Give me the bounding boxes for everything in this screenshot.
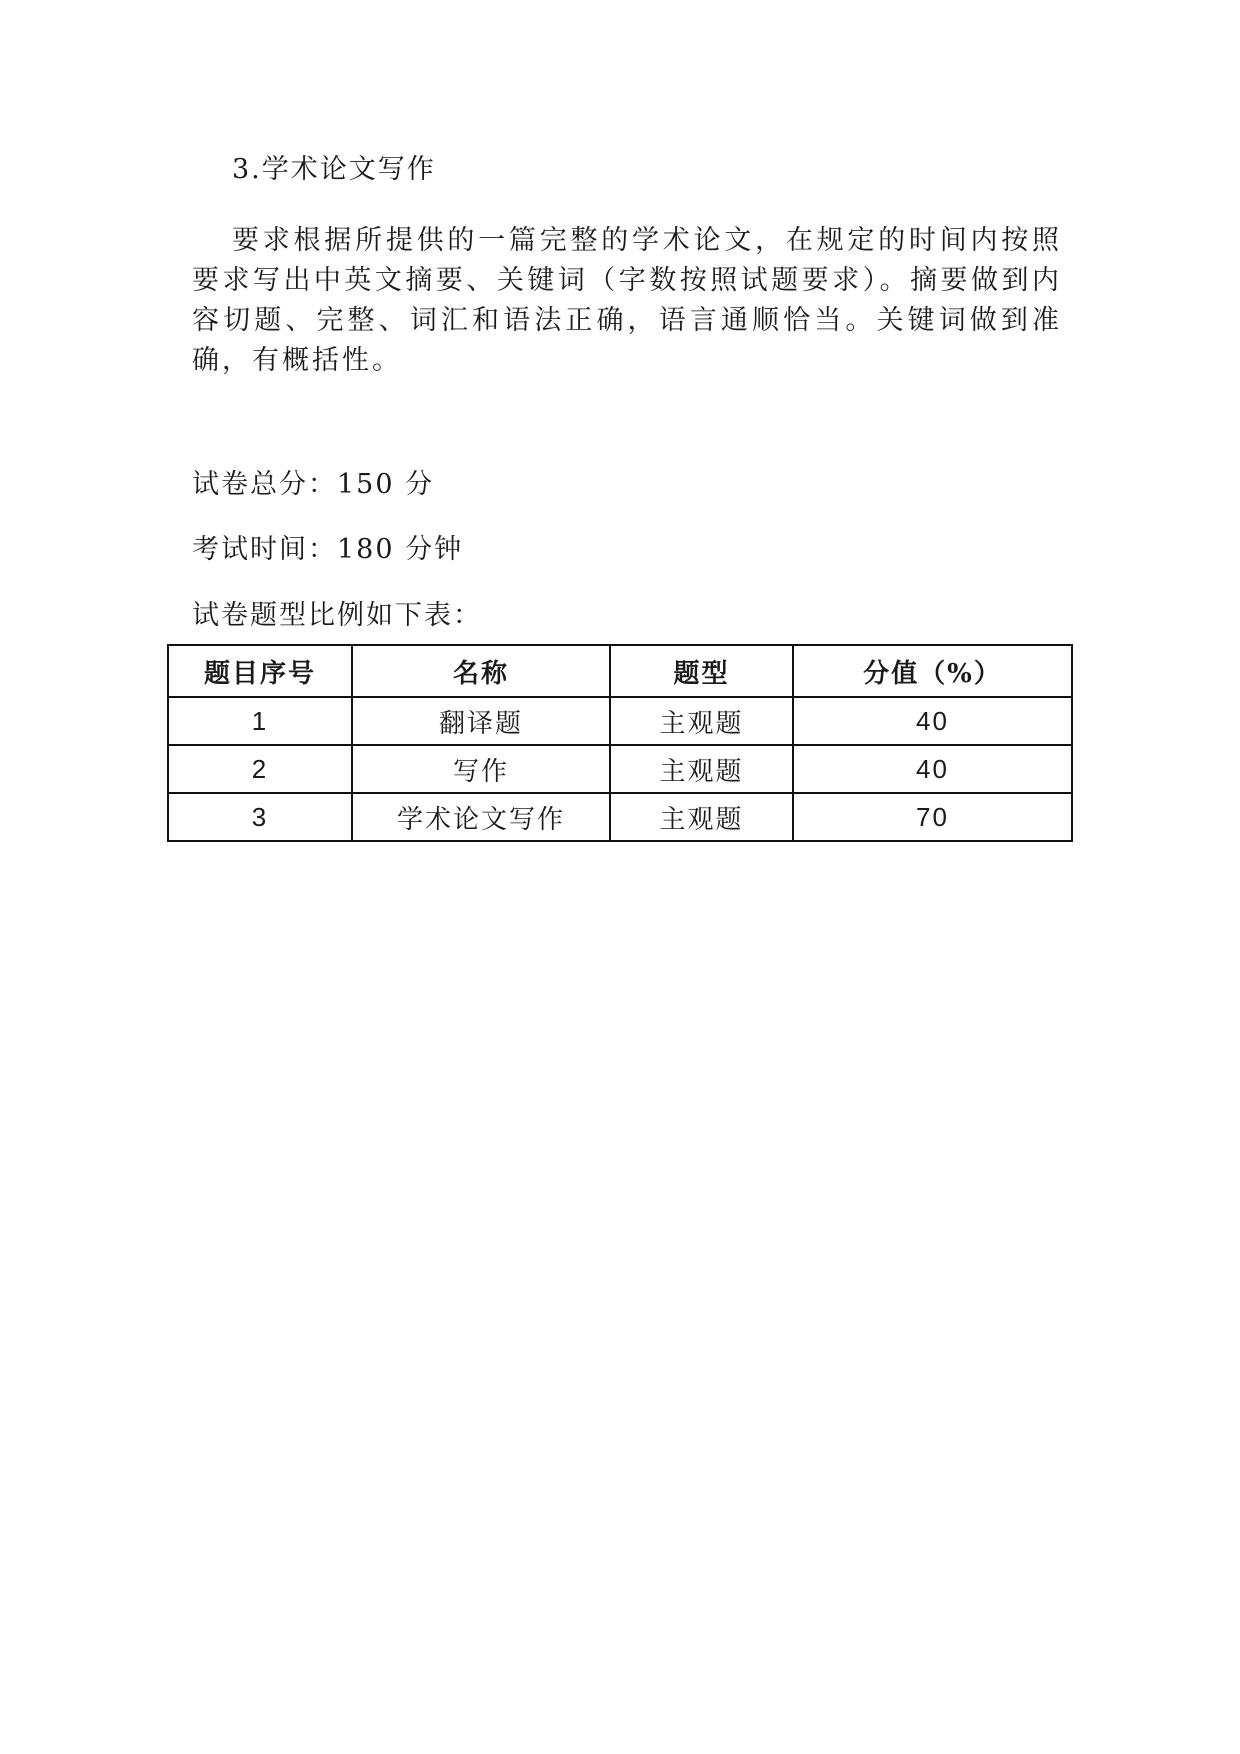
cell-score: 70 xyxy=(793,793,1072,841)
table-caption: 试卷题型比例如下表： xyxy=(192,600,482,631)
cell-score: 40 xyxy=(793,697,1072,745)
cell-name: 翻译题 xyxy=(352,697,610,745)
cell-question-number: 1 xyxy=(168,697,352,745)
exam-time-line: 考试时间：180 分钟 xyxy=(192,534,464,565)
table-header-row xyxy=(168,645,1072,697)
cell-question-type: 主观题 xyxy=(610,697,793,745)
header-name: 名称 xyxy=(352,645,610,697)
section-heading: 3.学术论文写作 xyxy=(232,154,436,185)
total-score-line: 试卷总分：150 分 xyxy=(192,469,435,500)
table-row xyxy=(168,697,1072,745)
cell-question-number: 3 xyxy=(168,793,352,841)
section-paragraph: 要求根据所提供的一篇完整的学术论文，在规定的时间内按照要求写出中英文摘要、关键词（字数按照试题要求）。摘要做到内容切题、完整、词汇和语法正确，语言通顺恰当。关键词做到准确，有概括性。 xyxy=(192,225,1062,376)
cell-question-type: 主观题 xyxy=(610,793,793,841)
question-type-table xyxy=(167,644,1073,842)
header-question-type: 题型 xyxy=(610,645,793,697)
header-question-number: 题目序号 xyxy=(168,645,352,697)
cell-question-type: 主观题 xyxy=(610,745,793,793)
table-row xyxy=(168,793,1072,841)
cell-name: 写作 xyxy=(352,745,610,793)
header-score-percent: 分值（%） xyxy=(793,645,1072,697)
cell-name: 学术论文写作 xyxy=(352,793,610,841)
table-row xyxy=(168,745,1072,793)
cell-question-number: 2 xyxy=(168,745,352,793)
cell-score: 40 xyxy=(793,745,1072,793)
